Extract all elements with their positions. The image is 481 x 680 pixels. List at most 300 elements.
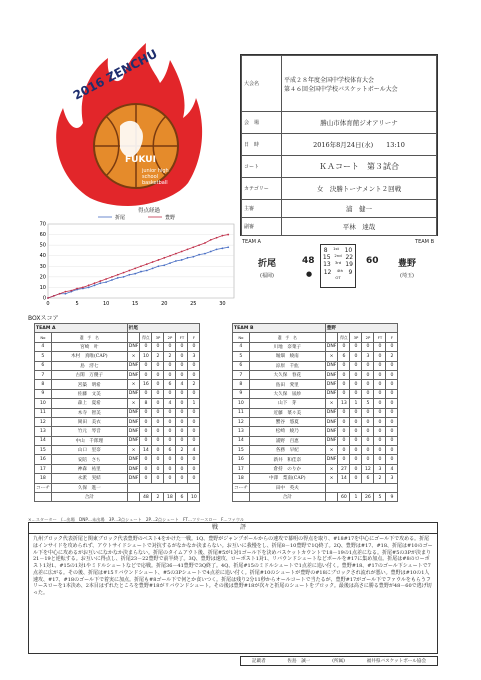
- stat-p2: 6: [164, 380, 176, 389]
- stat-pts: 0: [140, 417, 152, 426]
- data-point: [99, 282, 101, 284]
- coach-label: コーチ: [35, 483, 52, 492]
- umpire: 平林 達哉: [282, 218, 437, 236]
- player-name: 倉持 のりか: [249, 464, 325, 473]
- stat-pts: 0: [140, 361, 152, 370]
- stat-p2: 0: [362, 408, 374, 417]
- data-point: [210, 239, 212, 241]
- player-name: 新井 和佳奈: [249, 455, 325, 464]
- stat-pts: 0: [338, 342, 350, 351]
- y-tick-label: 30: [39, 263, 46, 270]
- player-no: 9: [233, 389, 250, 398]
- player-name: 木村 真唯(CAP): [51, 352, 127, 361]
- stat-pts: 0: [338, 436, 350, 445]
- table-row: [233, 408, 398, 417]
- data-point: [163, 264, 165, 266]
- stat-pts: 0: [140, 370, 152, 379]
- game-date: 2016年8月24日(水) 13:10: [282, 134, 437, 156]
- player-no: 16: [35, 455, 52, 464]
- team-b-total: 60: [366, 256, 379, 266]
- stat-pts: 0: [140, 427, 152, 436]
- coach-name: 久保 進一: [51, 483, 127, 492]
- data-point: [65, 291, 67, 293]
- stat-p3: 0: [152, 417, 164, 426]
- data-point: [192, 246, 194, 248]
- stat-pts: 0: [338, 370, 350, 379]
- player-no: 14: [35, 436, 52, 445]
- player-name: 佐藤 文美: [51, 389, 127, 398]
- stat-ft: 0: [176, 455, 188, 464]
- stat-p3: 0: [350, 436, 362, 445]
- score-progress-chart: [28, 212, 240, 312]
- stat-p3: 0: [152, 474, 164, 483]
- period-row: [321, 276, 355, 281]
- stat-ft: 0: [176, 417, 188, 426]
- recorder-label: 記載者: [251, 659, 266, 664]
- data-point: [82, 287, 84, 289]
- stat-pts: 0: [140, 408, 152, 417]
- player-status: DNF: [127, 342, 140, 351]
- stat-f: 0: [386, 399, 398, 408]
- logo-year-text: 2016 ZENCHU: [70, 46, 160, 103]
- legend-label: 豊野: [165, 215, 176, 221]
- table-row: [233, 370, 398, 379]
- stat-p2: 4: [164, 399, 176, 408]
- table-row: [35, 474, 200, 483]
- stat-p3: 2: [152, 352, 164, 361]
- period-b: 19: [345, 261, 353, 269]
- data-point: [227, 246, 229, 248]
- player-no: 9: [35, 389, 52, 398]
- stat-f: 0: [188, 417, 200, 426]
- data-point: [152, 261, 154, 263]
- stat-p2: 0: [362, 389, 374, 398]
- total-pts: 48: [140, 493, 152, 502]
- stat-p3: 0: [152, 399, 164, 408]
- player-name: 竹元 琴音: [51, 427, 127, 436]
- col-no: No: [35, 333, 52, 342]
- player-status: DNF: [325, 380, 338, 389]
- stat-pts: 0: [338, 361, 350, 370]
- col-pts: 得点: [338, 333, 350, 342]
- table-row: [233, 417, 398, 426]
- team-a-label: TEAM A: [242, 239, 261, 245]
- player-status: ×: [325, 352, 338, 361]
- stat-p3: 0: [350, 427, 362, 436]
- player-status: DNF: [127, 436, 140, 445]
- player-name: 島田 愛里: [249, 380, 325, 389]
- plot-area: [48, 224, 234, 298]
- player-name: 山下 芽: [249, 399, 325, 408]
- stat-p2: 0: [362, 370, 374, 379]
- stat-ft: 0: [176, 389, 188, 398]
- stat-ft: 0: [176, 352, 188, 361]
- stat-p3: 0: [350, 352, 362, 361]
- player-no: 18: [233, 474, 250, 483]
- winner-dot-icon: ●: [306, 270, 313, 278]
- data-point: [123, 272, 125, 274]
- stat-f: 0: [386, 436, 398, 445]
- player-name: 永派 実結: [51, 474, 127, 483]
- stat-p2: 0: [362, 361, 374, 370]
- stat-f: 4: [386, 464, 398, 473]
- x-tick-label: 15: [132, 301, 139, 307]
- period-label: 1st: [333, 246, 340, 251]
- stat-p2: 0: [362, 380, 374, 389]
- stat-p2: 0: [362, 455, 374, 464]
- data-point: [99, 280, 101, 282]
- data-point: [105, 278, 107, 280]
- affiliation-label: (所属): [332, 659, 345, 664]
- stat-p3: 0: [152, 380, 164, 389]
- data-point: [88, 287, 90, 289]
- data-point: [227, 234, 229, 236]
- stat-f: 4: [188, 446, 200, 455]
- player-name: 大久保 凪紗: [249, 389, 325, 398]
- stat-p3: 0: [350, 446, 362, 455]
- player-status: DNF: [325, 370, 338, 379]
- box-score-team-a: [34, 323, 200, 502]
- stat-pts: 27: [338, 464, 350, 473]
- period-label: 4th: [336, 267, 344, 273]
- data-point: [221, 235, 223, 237]
- stat-pts: 8: [140, 399, 152, 408]
- stat-p2: 0: [164, 417, 176, 426]
- player-name: 近藤 菜々美: [249, 408, 325, 417]
- total-ft: 5: [374, 493, 386, 502]
- stat-p2: 5: [362, 399, 374, 408]
- col-3p: 3P: [152, 333, 164, 342]
- data-point: [59, 293, 61, 295]
- data-point: [111, 279, 113, 281]
- data-point: [204, 253, 206, 255]
- total-label: 合計: [51, 493, 127, 502]
- box-score-team-b: [232, 323, 398, 502]
- player-no: 14: [233, 436, 250, 445]
- stat-f: 0: [188, 361, 200, 370]
- data-point: [53, 295, 55, 297]
- tournament-name-2: 第４６回全国中学校バスケットボール大会: [284, 85, 398, 93]
- table-row: [233, 399, 398, 408]
- player-no: 10: [233, 399, 250, 408]
- table-row: [35, 380, 200, 389]
- team-name: 豊野: [325, 324, 398, 333]
- stat-f: 0: [386, 427, 398, 436]
- stat-p3: 0: [350, 474, 362, 483]
- col-name: 選 手 名: [249, 333, 325, 342]
- player-name: 中山 千郎理: [51, 436, 127, 445]
- stat-ft: 2: [176, 446, 188, 455]
- table-row: [233, 389, 398, 398]
- stat-ft: 0: [374, 352, 386, 361]
- period-scores: [320, 244, 356, 288]
- player-no: 7: [233, 370, 250, 379]
- data-point: [181, 251, 183, 253]
- stat-pts: 0: [140, 436, 152, 445]
- referee: 浦 健一: [282, 200, 437, 218]
- stat-p3: 0: [350, 455, 362, 464]
- col-pts: 得点: [140, 333, 152, 342]
- player-name: 宮崎 叶: [51, 342, 127, 351]
- stat-p2: 0: [164, 474, 176, 483]
- stat-f: 0: [188, 408, 200, 417]
- stat-p2: 0: [362, 436, 374, 445]
- data-point: [169, 255, 171, 257]
- stat-p3: 0: [350, 408, 362, 417]
- player-no: 11: [233, 408, 250, 417]
- x-tick-label: 20: [161, 301, 168, 307]
- team-a-name: 折尾: [258, 259, 277, 269]
- team-name: 折尾: [127, 324, 200, 333]
- player-status: DNF: [325, 389, 338, 398]
- recorder: 佐島 誠一: [287, 659, 311, 664]
- data-point: [146, 270, 148, 272]
- col-2p: 2P: [164, 333, 176, 342]
- total-f: 9: [386, 493, 398, 502]
- stat-p3: 0: [152, 342, 164, 351]
- stat-pts: 6: [338, 352, 350, 361]
- data-point: [117, 277, 119, 279]
- stat-p2: 0: [164, 342, 176, 351]
- data-point: [76, 288, 78, 290]
- col-f: F: [386, 333, 398, 342]
- player-no: 8: [233, 380, 250, 389]
- player-status: ×: [325, 446, 338, 455]
- stat-p3: 1: [350, 399, 362, 408]
- stat-p3: 0: [350, 370, 362, 379]
- player-status: ×: [127, 352, 140, 361]
- stat-f: 0: [188, 464, 200, 473]
- player-name: 浦野 百恵: [249, 436, 325, 445]
- data-point: [175, 253, 177, 255]
- stat-ft: 0: [374, 436, 386, 445]
- table-row: [35, 408, 200, 417]
- stat-pts: 0: [338, 408, 350, 417]
- stat-p3: 0: [350, 361, 362, 370]
- table-row: [35, 446, 200, 455]
- report-title: 戦 評: [29, 523, 437, 534]
- stat-p2: 0: [164, 370, 176, 379]
- scoreboard: [240, 238, 438, 296]
- data-point: [123, 276, 125, 278]
- stat-f: 0: [188, 455, 200, 464]
- box-score-title: BOXスコア: [28, 315, 59, 322]
- stat-pts: 14: [338, 474, 350, 483]
- stat-pts: 0: [338, 417, 350, 426]
- player-name: 川地 奈菜子: [249, 342, 325, 351]
- table-row: [35, 455, 200, 464]
- period-b: 10: [344, 247, 353, 254]
- data-point: [198, 254, 200, 256]
- player-status: DNF: [127, 427, 140, 436]
- stat-p3: 0: [152, 427, 164, 436]
- team-b-label: TEAM B: [415, 239, 434, 245]
- col-no: No: [233, 333, 250, 342]
- y-tick-label: 0: [42, 295, 46, 302]
- player-status: DNF: [127, 464, 140, 473]
- stat-p2: 6: [362, 474, 374, 483]
- player-status: DNF: [325, 455, 338, 464]
- stat-ft: 0: [176, 408, 188, 417]
- table-row: [233, 436, 398, 445]
- stat-f: 0: [386, 380, 398, 389]
- data-point: [88, 284, 90, 286]
- player-name: 中澤 梨南(CAP): [249, 474, 325, 483]
- player-no: 13: [35, 427, 52, 436]
- stat-p2: 0: [164, 408, 176, 417]
- col-3p: 3P: [350, 333, 362, 342]
- data-point: [152, 268, 154, 270]
- stat-f: 2: [188, 380, 200, 389]
- stat-p3: 0: [152, 408, 164, 417]
- data-point: [105, 281, 107, 283]
- data-point: [128, 274, 130, 276]
- total-p3: 2: [152, 493, 164, 502]
- stat-p2: 0: [164, 427, 176, 436]
- period-b: 22: [345, 254, 354, 262]
- stat-p3: 0: [152, 446, 164, 455]
- stat-ft: 0: [374, 380, 386, 389]
- player-no: 8: [35, 380, 52, 389]
- stat-ft: 0: [374, 370, 386, 379]
- player-status: DNF: [325, 342, 338, 351]
- y-tick-label: 10: [39, 284, 46, 291]
- stat-ft: 2: [374, 474, 386, 483]
- data-point: [181, 259, 183, 261]
- y-tick-label: 50: [39, 242, 46, 249]
- player-name: 涼原 千紘: [249, 361, 325, 370]
- total-f: 10: [188, 493, 200, 502]
- player-no: 18: [35, 474, 52, 483]
- logo-line3: basketball: [142, 180, 168, 186]
- col-ft: FT: [176, 333, 188, 342]
- table-row: [35, 464, 200, 473]
- stat-p2: 0: [362, 446, 374, 455]
- period-b: 9: [348, 268, 353, 276]
- player-no: 15: [233, 446, 250, 455]
- report-footer: [240, 656, 438, 666]
- category: 女 決勝トーナメント２回戦: [282, 178, 437, 200]
- col-f: F: [188, 333, 200, 342]
- player-no: 16: [233, 455, 250, 464]
- player-no: 5: [233, 352, 250, 361]
- stat-ft: 0: [374, 455, 386, 464]
- player-status: ×: [127, 399, 140, 408]
- umpire-label: 副審: [242, 218, 282, 236]
- stat-f: 0: [188, 474, 200, 483]
- stat-f: 0: [188, 342, 200, 351]
- data-point: [221, 247, 223, 249]
- period-label: 2nd: [334, 253, 342, 259]
- table-row: [233, 446, 398, 455]
- table-row: [35, 370, 200, 379]
- venue: 勝山市体育館ジオアリーナ: [282, 112, 437, 134]
- stat-p2: 0: [362, 427, 374, 436]
- player-status: ×: [325, 399, 338, 408]
- total-p2: 18: [164, 493, 176, 502]
- data-point: [134, 273, 136, 275]
- data-point: [175, 260, 177, 262]
- player-name: 宮築 明希: [51, 380, 127, 389]
- player-no: 17: [35, 464, 52, 473]
- referee-label: 主審: [242, 200, 282, 218]
- stat-p3: 0: [152, 436, 164, 445]
- date-label: 日 時: [242, 134, 282, 156]
- table-row: [233, 352, 398, 361]
- stat-p3: 0: [152, 464, 164, 473]
- chart-svg: [28, 212, 240, 312]
- data-point: [169, 262, 171, 264]
- table-row: [233, 464, 398, 473]
- stat-pts: 10: [140, 352, 152, 361]
- player-no: 12: [233, 417, 250, 426]
- table-row: [35, 342, 200, 351]
- table-row: [35, 436, 200, 445]
- organization: 福井県バスケットボール協会: [366, 659, 427, 664]
- stat-p2: 12: [362, 464, 374, 473]
- stat-p3: 0: [152, 455, 164, 464]
- stat-pts: 0: [140, 342, 152, 351]
- stat-f: 0: [188, 427, 200, 436]
- data-point: [70, 290, 72, 292]
- stat-p3: 0: [152, 389, 164, 398]
- stat-pts: 0: [338, 389, 350, 398]
- tournament-logo: [28, 38, 223, 206]
- player-name: 森上 夏希: [51, 399, 127, 408]
- col-ft: FT: [374, 333, 386, 342]
- table-row: [35, 427, 200, 436]
- data-point: [198, 244, 200, 246]
- stat-p2: 0: [164, 361, 176, 370]
- player-status: DNF: [127, 361, 140, 370]
- player-no: 12: [35, 417, 52, 426]
- stat-pts: 0: [140, 464, 152, 473]
- stat-pts: 14: [140, 446, 152, 455]
- tournament-name-1: 平成２８年度全国中学校体育大会: [284, 76, 375, 84]
- stat-p3: 0: [350, 389, 362, 398]
- player-status: DNF: [127, 417, 140, 426]
- period-a: 8: [323, 247, 328, 254]
- player-no: 4: [233, 342, 250, 351]
- stat-pts: 0: [338, 427, 350, 436]
- player-status: DNF: [127, 408, 140, 417]
- y-tick-label: 70: [39, 221, 46, 228]
- player-no: 17: [233, 464, 250, 473]
- stat-ft: 0: [374, 361, 386, 370]
- stat-ft: 0: [176, 474, 188, 483]
- data-point: [158, 265, 160, 267]
- stat-f: 1: [188, 399, 200, 408]
- player-status: DNF: [325, 427, 338, 436]
- stat-p2: 0: [164, 455, 176, 464]
- player-name: 大久保 春花: [249, 370, 325, 379]
- player-no: 13: [233, 427, 250, 436]
- player-no: 5: [35, 352, 52, 361]
- player-name: 神森 祐里: [51, 464, 127, 473]
- table-row: [35, 352, 200, 361]
- player-status: DNF: [127, 370, 140, 379]
- player-name: 木寺 智美: [51, 408, 127, 417]
- coach-name: 田中 英夫: [249, 483, 325, 492]
- player-status: DNF: [127, 455, 140, 464]
- stat-p3: 0: [350, 464, 362, 473]
- data-point: [117, 274, 119, 276]
- stat-pts: 0: [338, 455, 350, 464]
- player-name: 堀畑 綾南: [249, 352, 325, 361]
- stat-f: 0: [386, 408, 398, 417]
- stat-f: 3: [386, 474, 398, 483]
- stat-ft: 0: [374, 446, 386, 455]
